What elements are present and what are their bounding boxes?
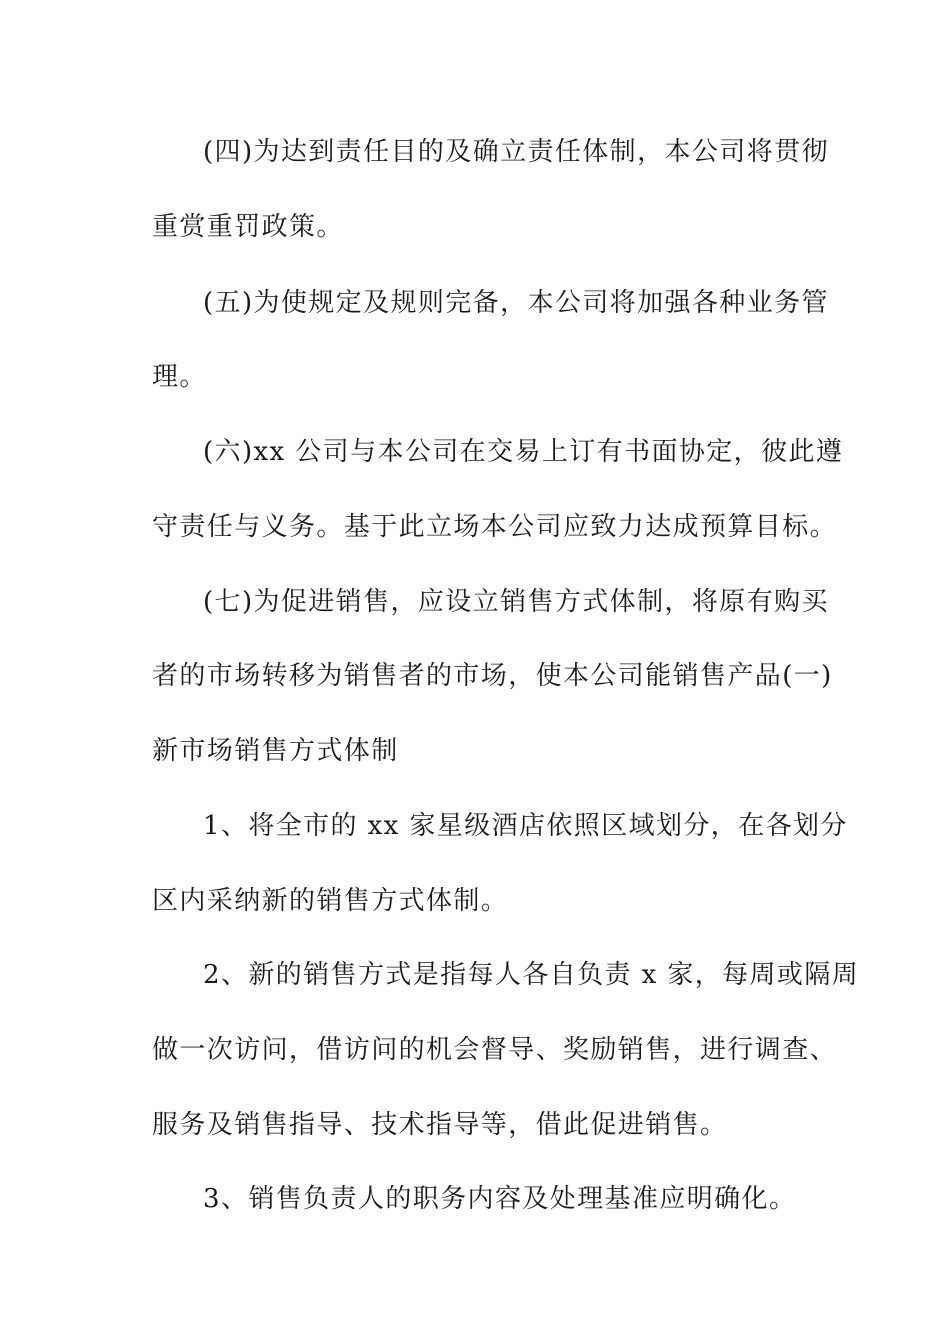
paragraph-5-line-2: 理。 [152,362,207,392]
item-2-line-1: 2、新的销售方式是指每人各自负责 x 家，每周或隔周 [203,960,860,990]
paragraph-5-line-1: (五)为使规定及规则完备，本公司将加强各种业务管 [203,288,829,318]
paragraph-6-line-2: 守责任与义务。基于此立场本公司应致力达成预算目标。 [152,512,838,542]
item-2-line-2: 做一次访问，借访问的机会督导、奖励销售，进行调查、 [152,1035,838,1065]
item-1-line-2: 区内采纳新的销售方式体制。 [152,886,509,916]
paragraph-6-line-1: (六)xx 公司与本公司在交易上订有书面协定，彼此遵 [203,437,844,467]
item-2-line-3: 服务及销售指导、技术指导等，借此促进销售。 [152,1110,728,1140]
item-1-line-1: 1、将全市的 xx 家星级酒店依照区域划分，在各划分 [203,811,848,841]
paragraph-7-line-1: (七)为促进销售，应设立销售方式体制，将原有购买 [203,587,829,617]
paragraph-7-line-2: 者的市场转移为销售者的市场，使本公司能销售产品(一) [152,661,833,691]
paragraph-4-line-1: (四)为达到责任目的及确立责任体制，本公司将贯彻 [203,137,829,167]
paragraph-7-line-3: 新市场销售方式体制 [152,736,399,766]
paragraph-4-line-2: 重赏重罚政策。 [152,212,344,242]
item-3-line-1: 3、销售负责人的职务内容及处理基准应明确化。 [203,1184,797,1214]
